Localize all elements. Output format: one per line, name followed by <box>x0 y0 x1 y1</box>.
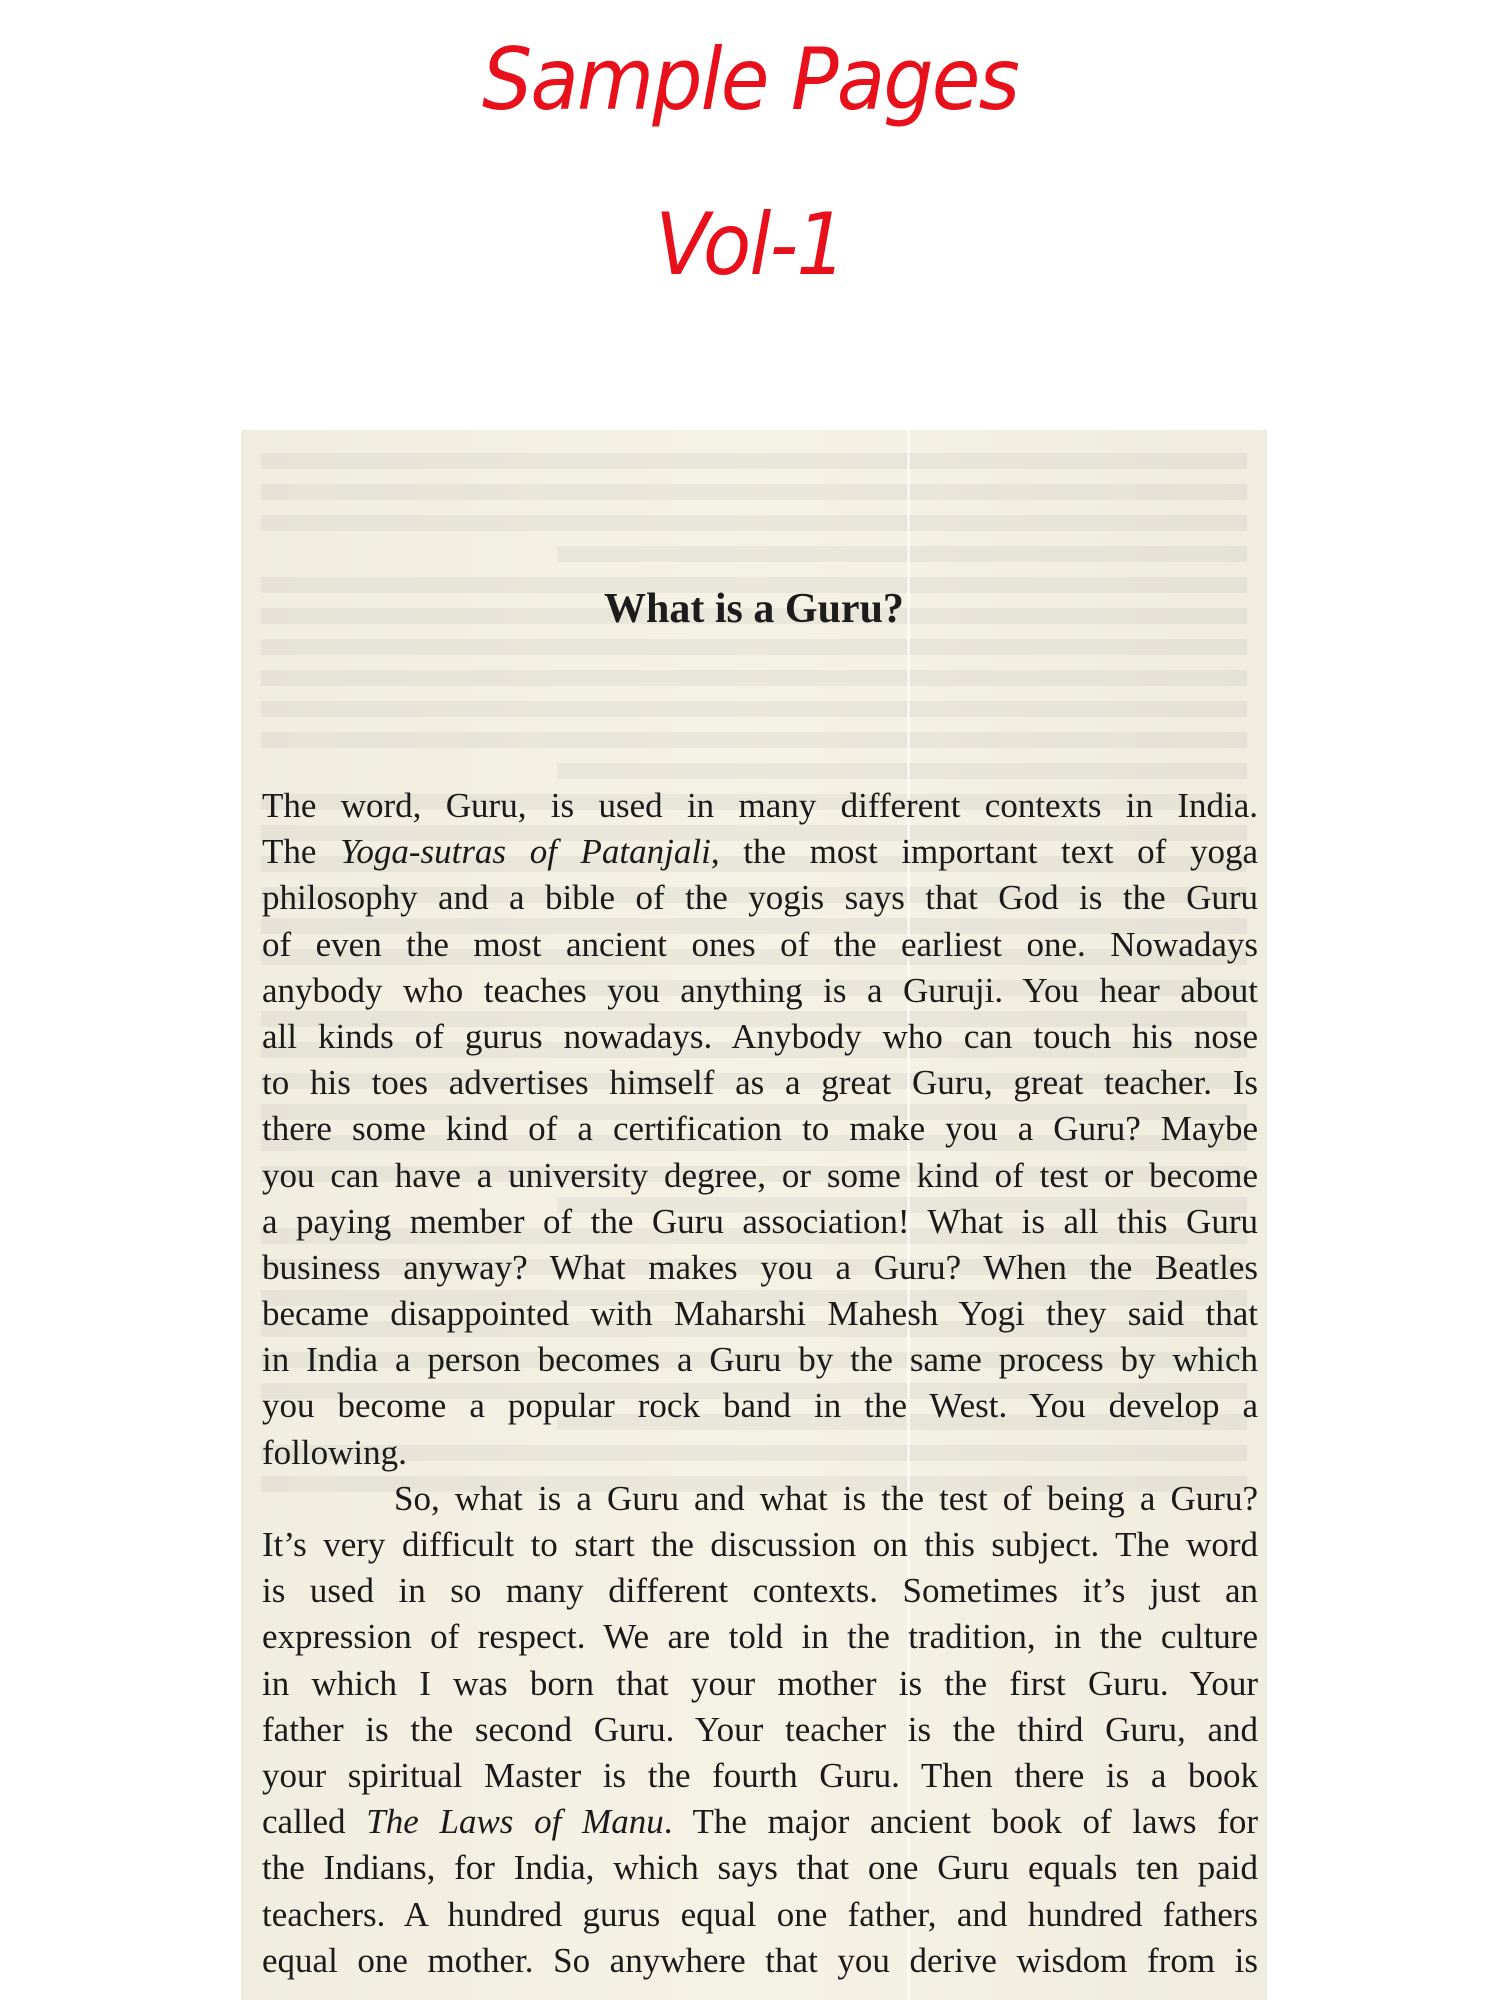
text-line: became disappointed with Maharshi Mahesh Yogi they said that <box>262 1294 1258 1334</box>
text-line: teachers. A hundred gurus equal one father, and hundred fathers <box>262 1894 1258 1934</box>
text-line: in which I was born that your mother is the first Guru. Your <box>262 1663 1258 1703</box>
text-line: is used in so many different contexts. Sometimes it’s just an <box>262 1571 1258 1611</box>
bleed-through-line <box>261 453 1247 469</box>
bleed-through-line <box>557 546 1247 562</box>
text-line: your spiritual Master is the fourth Guru. Then there is a book <box>262 1755 1258 1795</box>
italic-book-title: The Laws of Manu <box>366 1802 664 1842</box>
volume-label: Vol-1 <box>655 195 845 295</box>
text-line <box>262 829 1258 875</box>
text-line: equal one mother. So anywhere that you derive wisdom from is <box>262 1940 1258 1980</box>
bleed-through-line <box>261 701 1247 717</box>
text-line: you can have a university degree, or some kind of test or become <box>262 1155 1258 1195</box>
bleed-through-line <box>261 670 1247 686</box>
text-fragment: The <box>262 832 341 872</box>
text-line: following. <box>262 1432 407 1472</box>
text-line: there some kind of a certification to make you a Guru? Maybe <box>262 1109 1258 1149</box>
text-fragment: , the most important text of yoga <box>710 832 1259 872</box>
text-fragment: . The major ancient book of laws for <box>663 1802 1258 1842</box>
text-line: of even the most ancient ones of the earliest one. Nowadays <box>262 924 1258 964</box>
text-line: in India a person becomes a Guru by the same process by which <box>262 1340 1258 1380</box>
text-line: expression of respect. We are told in the tradition, in the culture <box>262 1617 1258 1657</box>
bleed-through-line <box>261 639 1247 655</box>
bleed-through-line <box>261 732 1247 748</box>
bleed-through-line <box>261 484 1247 500</box>
text-line: The word, Guru, is used in many different contexts in India. <box>262 786 1258 825</box>
sample-pages-heading: Sample Pages <box>481 30 1019 130</box>
text-line: all kinds of gurus nowadays. Anybody who can touch his nose <box>262 1016 1258 1056</box>
text-line: to his toes advertises himself as a great Guru, great teacher. Is <box>262 1063 1258 1103</box>
scanned-book-page <box>241 430 1267 2000</box>
text-fragment: called <box>262 1802 367 1842</box>
text-line <box>262 1799 1258 1845</box>
chapter-body-text <box>262 783 1258 1984</box>
chapter-title: What is a Guru? <box>604 586 904 632</box>
text-line: business anyway? What makes you a Guru? When the Beatles <box>262 1247 1258 1287</box>
bleed-through-line <box>261 515 1247 531</box>
text-line: philosophy and a bible of the yogis says that God is the Guru <box>262 878 1258 918</box>
text-line: the Indians, for India, which says that one Guru equals ten paid <box>262 1848 1258 1888</box>
text-line: a paying member of the Guru association! What is all this Guru <box>262 1201 1258 1241</box>
text-line: So, what is a Guru and what is the test of being a Guru? <box>394 1478 1258 1518</box>
text-line: father is the second Guru. Your teacher is the third Guru, and <box>262 1709 1258 1749</box>
text-line: anybody who teaches you anything is a Guruji. You hear about <box>262 970 1258 1010</box>
bleed-through-line <box>557 763 1247 779</box>
text-line: It’s very difficult to start the discussion on this subject. The word <box>262 1525 1258 1564</box>
italic-book-title: Yoga-sutras of Patanjali <box>340 832 711 872</box>
text-line: you become a popular rock band in the West. You develop a <box>262 1386 1258 1426</box>
